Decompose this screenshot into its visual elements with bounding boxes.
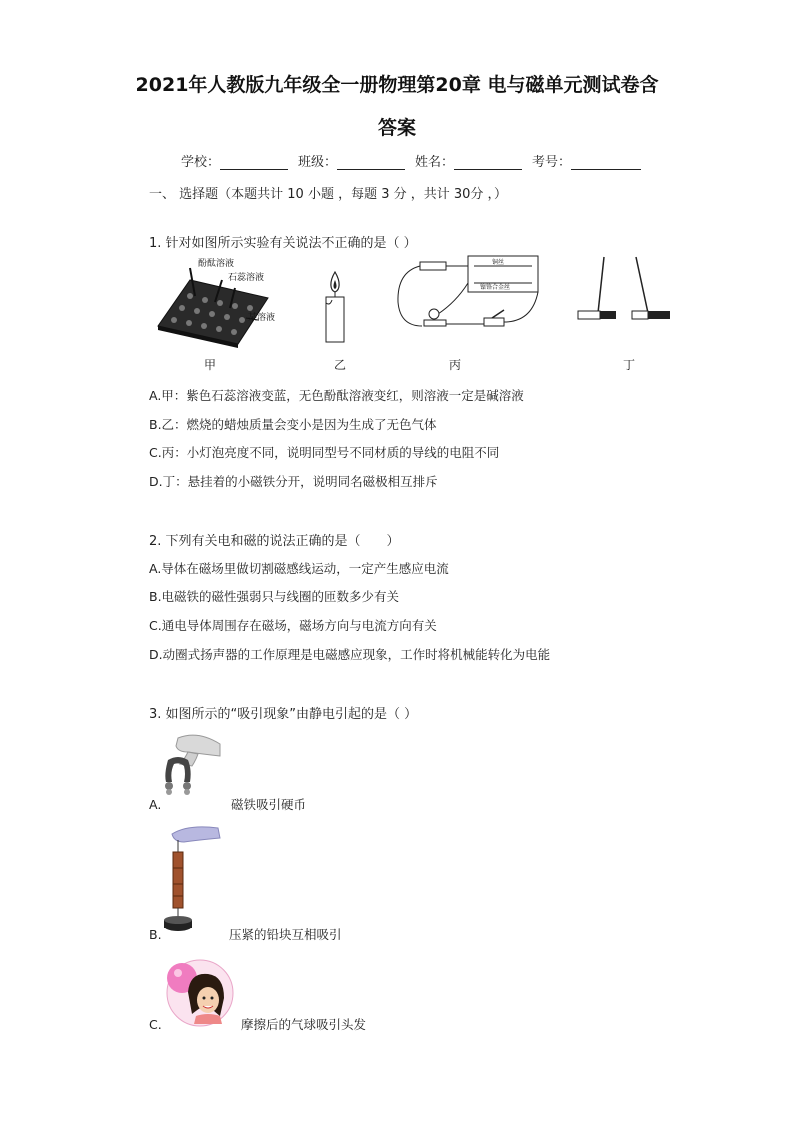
q3-option-b-letter: B. (149, 927, 162, 942)
hanging-magnets-figure (574, 255, 674, 325)
copper-wire-label: 铜丝 (492, 259, 505, 266)
question-3-stem: 3. 如图所示的“吸引现象”由静电引起的是（ ） (149, 707, 418, 722)
balloon-hair-image (158, 958, 236, 1028)
q1-option-b: B.乙：燃烧的蜡烛质量会变小是因为生成了无色气体 (149, 417, 437, 432)
q3-option-a-letter: A. (149, 797, 162, 812)
page-title-line2: 答案 (377, 117, 416, 139)
q2-option-c: C.通电导体周围存在磁场，磁场方向与电流方向有关 (149, 618, 437, 633)
number-blank[interactable] (571, 155, 641, 170)
caption-jia: 甲 (204, 358, 217, 372)
q2-option-a: A.导体在磁场里做切割磁感线运动，一定产生感应电流 (149, 561, 449, 576)
q3-option-c-text: 摩擦后的气球吸引头发 (241, 1017, 367, 1032)
school-label: 学校： (181, 155, 221, 170)
school-blank[interactable] (220, 155, 288, 170)
q1-option-d: D.丁：悬挂着的小磁铁分开，说明同名磁极相互排斥 (149, 474, 438, 489)
magnet-coins-image (158, 730, 224, 796)
phenol-label: 酚酞溶液 (198, 259, 235, 269)
q3-option-b-text: 压紧的铅块互相吸引 (229, 927, 342, 942)
student-info-row (181, 151, 641, 170)
q2-option-d: D.动圈式扬声器的工作原理是电磁感应现象，工作时将机械能转化为电能 (149, 647, 551, 662)
question-1-stem: 1. 针对如图所示实验有关说法不正确的是（ ） (149, 236, 417, 251)
lead-blocks-image (158, 824, 228, 942)
name-label: 姓名： (415, 155, 455, 170)
q1-option-a: A.甲：紫色石蕊溶液变蓝，无色酚酞溶液变红，则溶液一定是碱溶液 (149, 388, 524, 403)
q3-option-a-text: 磁铁吸引硬币 (231, 797, 307, 812)
question-2-stem: 2. 下列有关电和磁的说法正确的是（ ） (149, 534, 400, 549)
caption-yi: 乙 (334, 358, 347, 372)
q2-option-b: B.电磁铁的磁性强弱只与线圈的匝数多少有关 (149, 589, 400, 604)
caption-bing: 丙 (449, 358, 462, 372)
class-blank[interactable] (337, 155, 405, 170)
q1-option-c: C.丙：小灯泡亮度不同，说明同型号不同材质的导线的电阻不同 (149, 445, 500, 460)
spot-plate-figure (150, 258, 290, 348)
unknown-solution-label: 某溶液 (248, 313, 276, 323)
circuit-figure (392, 252, 547, 336)
nichrome-wire-label: 镍铬合金丝 (480, 284, 511, 291)
caption-ding: 丁 (623, 358, 636, 372)
name-blank[interactable] (454, 155, 522, 170)
candle-figure (320, 270, 350, 346)
class-label: 班级： (298, 155, 338, 170)
q3-option-c-letter: C. (149, 1017, 162, 1032)
page-title-line1: 2021年人教版九年级全一册物理第20章 电与磁单元测试卷含 (135, 74, 659, 96)
number-label: 考号： (532, 155, 572, 170)
section-heading: 一、 选择题（本题共计 10 小题 ，每题 3 分 ，共计 30分 ，） (149, 187, 508, 202)
litmus-label: 石蕊溶液 (228, 273, 265, 283)
